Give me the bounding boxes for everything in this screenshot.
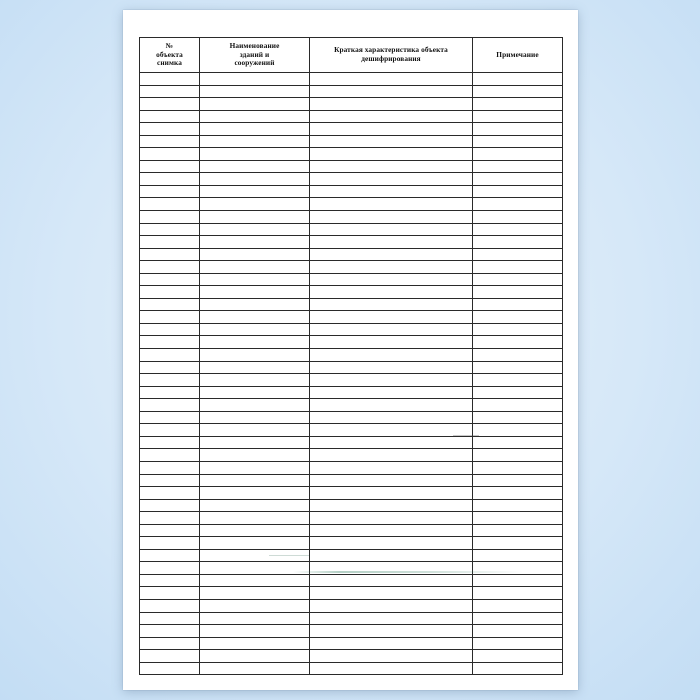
table-cell[interactable] bbox=[310, 85, 473, 98]
table-cell[interactable] bbox=[140, 286, 200, 299]
table-cell[interactable] bbox=[140, 562, 200, 575]
table-cell[interactable] bbox=[140, 173, 200, 186]
paper-sheet bbox=[123, 10, 578, 690]
table-row bbox=[140, 461, 563, 474]
table-header-row bbox=[140, 38, 563, 73]
table-cell[interactable] bbox=[473, 311, 563, 324]
table-cell[interactable] bbox=[200, 349, 310, 362]
table-cell[interactable] bbox=[200, 198, 310, 211]
table-cell[interactable] bbox=[310, 361, 473, 374]
table-cell[interactable] bbox=[473, 273, 563, 286]
table-row bbox=[140, 98, 563, 111]
table-cell[interactable] bbox=[140, 261, 200, 274]
table-cell[interactable] bbox=[200, 487, 310, 500]
table-cell[interactable] bbox=[140, 599, 200, 612]
table-cell[interactable] bbox=[200, 211, 310, 224]
table-cell[interactable] bbox=[310, 248, 473, 261]
table-cell[interactable] bbox=[140, 386, 200, 399]
table-cell[interactable] bbox=[310, 662, 473, 675]
table-cell[interactable] bbox=[473, 612, 563, 625]
table-cell[interactable] bbox=[473, 461, 563, 474]
table-cell[interactable] bbox=[200, 273, 310, 286]
table-cell[interactable] bbox=[140, 424, 200, 437]
table-cell[interactable] bbox=[200, 612, 310, 625]
table-cell[interactable] bbox=[473, 223, 563, 236]
table-row bbox=[140, 85, 563, 98]
table-cell[interactable] bbox=[200, 135, 310, 148]
table-row bbox=[140, 123, 563, 136]
table-cell[interactable] bbox=[310, 123, 473, 136]
table-cell[interactable] bbox=[310, 311, 473, 324]
table-cell[interactable] bbox=[200, 399, 310, 412]
table-cell[interactable] bbox=[140, 662, 200, 675]
table-cell[interactable] bbox=[473, 411, 563, 424]
table-cell[interactable] bbox=[310, 474, 473, 487]
table-cell[interactable] bbox=[140, 574, 200, 587]
table-row bbox=[140, 449, 563, 462]
table-cell[interactable] bbox=[200, 537, 310, 550]
table-cell[interactable] bbox=[473, 449, 563, 462]
table-cell[interactable] bbox=[200, 361, 310, 374]
table-row bbox=[140, 185, 563, 198]
table-cell[interactable] bbox=[473, 512, 563, 525]
table-cell[interactable] bbox=[200, 73, 310, 86]
table-cell[interactable] bbox=[140, 311, 200, 324]
column-header-note bbox=[473, 38, 563, 73]
table-cell[interactable] bbox=[473, 248, 563, 261]
table-cell[interactable] bbox=[200, 98, 310, 111]
table-cell[interactable] bbox=[473, 198, 563, 211]
table-cell[interactable] bbox=[140, 336, 200, 349]
table-row bbox=[140, 524, 563, 537]
table-row bbox=[140, 399, 563, 412]
table-cell[interactable] bbox=[200, 637, 310, 650]
table-row bbox=[140, 549, 563, 562]
table-cell[interactable] bbox=[140, 487, 200, 500]
table-cell[interactable] bbox=[140, 650, 200, 663]
table-cell[interactable] bbox=[200, 512, 310, 525]
table-cell[interactable] bbox=[140, 512, 200, 525]
table-row bbox=[140, 436, 563, 449]
table-cell[interactable] bbox=[140, 323, 200, 336]
table-cell[interactable] bbox=[310, 524, 473, 537]
table-cell[interactable] bbox=[140, 73, 200, 86]
column-header-name-line-1: Наименование bbox=[229, 40, 280, 50]
table-cell[interactable] bbox=[310, 198, 473, 211]
table-cell[interactable] bbox=[200, 148, 310, 161]
table-row bbox=[140, 110, 563, 123]
table-cell[interactable] bbox=[200, 524, 310, 537]
table-cell[interactable] bbox=[200, 599, 310, 612]
table-cell[interactable] bbox=[473, 436, 563, 449]
table-cell[interactable] bbox=[310, 211, 473, 224]
table-cell[interactable] bbox=[200, 662, 310, 675]
table-cell[interactable] bbox=[473, 474, 563, 487]
table-cell[interactable] bbox=[140, 374, 200, 387]
table-cell[interactable] bbox=[473, 236, 563, 249]
table-row bbox=[140, 273, 563, 286]
table-row bbox=[140, 173, 563, 186]
table-cell[interactable] bbox=[310, 612, 473, 625]
table-cell[interactable] bbox=[473, 662, 563, 675]
table-cell[interactable] bbox=[473, 625, 563, 638]
table-cell[interactable] bbox=[473, 298, 563, 311]
table-row bbox=[140, 562, 563, 575]
table-cell[interactable] bbox=[140, 474, 200, 487]
table-row bbox=[140, 487, 563, 500]
table-row bbox=[140, 587, 563, 600]
table-row bbox=[140, 411, 563, 424]
table-cell[interactable] bbox=[473, 160, 563, 173]
table-cell[interactable] bbox=[200, 110, 310, 123]
table-cell[interactable] bbox=[473, 537, 563, 550]
table-cell[interactable] bbox=[473, 73, 563, 86]
table-cell[interactable] bbox=[140, 361, 200, 374]
table-cell[interactable] bbox=[310, 73, 473, 86]
table-cell[interactable] bbox=[473, 110, 563, 123]
table-cell[interactable] bbox=[473, 211, 563, 224]
table-cell[interactable] bbox=[200, 236, 310, 249]
table-cell[interactable] bbox=[200, 261, 310, 274]
table-cell[interactable] bbox=[473, 173, 563, 186]
table-cell[interactable] bbox=[200, 411, 310, 424]
table-row bbox=[140, 612, 563, 625]
table-cell[interactable] bbox=[310, 487, 473, 500]
decoding-objects-table bbox=[139, 37, 563, 675]
table-cell[interactable] bbox=[200, 298, 310, 311]
table-cell[interactable] bbox=[140, 399, 200, 412]
table-cell[interactable] bbox=[140, 198, 200, 211]
table-cell[interactable] bbox=[140, 411, 200, 424]
table-cell[interactable] bbox=[310, 323, 473, 336]
table-cell[interactable] bbox=[200, 461, 310, 474]
table-cell[interactable] bbox=[200, 286, 310, 299]
column-header-number-line-1: № bbox=[165, 40, 174, 50]
table-cell[interactable] bbox=[140, 211, 200, 224]
column-header-number-line-2: объекта bbox=[156, 49, 183, 59]
table-cell[interactable] bbox=[310, 374, 473, 387]
table-cell[interactable] bbox=[473, 574, 563, 587]
table-cell[interactable] bbox=[310, 160, 473, 173]
table-cell[interactable] bbox=[140, 248, 200, 261]
table-cell[interactable] bbox=[140, 524, 200, 537]
table-cell[interactable] bbox=[473, 499, 563, 512]
table-row bbox=[140, 637, 563, 650]
table-cell[interactable] bbox=[473, 524, 563, 537]
table-cell[interactable] bbox=[310, 110, 473, 123]
table-cell[interactable] bbox=[310, 261, 473, 274]
table-cell[interactable] bbox=[310, 135, 473, 148]
table-row bbox=[140, 374, 563, 387]
table-cell[interactable] bbox=[473, 323, 563, 336]
table-cell[interactable] bbox=[140, 148, 200, 161]
table-cell[interactable] bbox=[200, 323, 310, 336]
table-row bbox=[140, 311, 563, 324]
table-cell[interactable] bbox=[473, 386, 563, 399]
table-cell[interactable] bbox=[473, 286, 563, 299]
table-cell[interactable] bbox=[200, 85, 310, 98]
table-cell[interactable] bbox=[473, 562, 563, 575]
table-cell[interactable] bbox=[310, 461, 473, 474]
table-cell[interactable] bbox=[310, 349, 473, 362]
table-cell[interactable] bbox=[310, 185, 473, 198]
table-cell[interactable] bbox=[200, 311, 310, 324]
table-cell[interactable] bbox=[200, 248, 310, 261]
table-cell[interactable] bbox=[310, 173, 473, 186]
column-header-characteristic-line-1: Краткая характеристика объекта bbox=[334, 45, 448, 55]
table-cell[interactable] bbox=[140, 123, 200, 136]
table-cell[interactable] bbox=[140, 349, 200, 362]
table-row bbox=[140, 248, 563, 261]
table-cell[interactable] bbox=[310, 424, 473, 437]
table-row bbox=[140, 386, 563, 399]
table-cell[interactable] bbox=[200, 223, 310, 236]
table-cell[interactable] bbox=[200, 123, 310, 136]
table-cell[interactable] bbox=[310, 298, 473, 311]
table-cell[interactable] bbox=[310, 512, 473, 525]
table-cell[interactable] bbox=[140, 160, 200, 173]
table-cell[interactable] bbox=[473, 361, 563, 374]
table-cell[interactable] bbox=[140, 625, 200, 638]
table-cell[interactable] bbox=[310, 98, 473, 111]
table-cell[interactable] bbox=[140, 449, 200, 462]
table-cell[interactable] bbox=[473, 399, 563, 412]
column-header-note-line-1: Примечание bbox=[496, 49, 539, 59]
table-cell[interactable] bbox=[473, 185, 563, 198]
column-header-number-line-3: снимка bbox=[157, 58, 182, 68]
table-cell[interactable] bbox=[140, 298, 200, 311]
table-row bbox=[140, 223, 563, 236]
table-cell[interactable] bbox=[473, 374, 563, 387]
table-cell[interactable] bbox=[140, 537, 200, 550]
table-cell[interactable] bbox=[310, 562, 473, 575]
table-row bbox=[140, 336, 563, 349]
table-cell[interactable] bbox=[140, 236, 200, 249]
table-cell[interactable] bbox=[310, 273, 473, 286]
table-cell[interactable] bbox=[473, 148, 563, 161]
table-cell[interactable] bbox=[140, 223, 200, 236]
table-cell[interactable] bbox=[200, 625, 310, 638]
table-cell[interactable] bbox=[200, 549, 310, 562]
table-cell[interactable] bbox=[200, 650, 310, 663]
table-row bbox=[140, 323, 563, 336]
table-cell[interactable] bbox=[140, 436, 200, 449]
table-cell[interactable] bbox=[473, 135, 563, 148]
table-row bbox=[140, 135, 563, 148]
table-cell[interactable] bbox=[140, 85, 200, 98]
table-row bbox=[140, 662, 563, 675]
table-cell[interactable] bbox=[200, 424, 310, 437]
table-body bbox=[140, 73, 563, 675]
table-row bbox=[140, 599, 563, 612]
table-cell[interactable] bbox=[473, 599, 563, 612]
table-cell[interactable] bbox=[200, 386, 310, 399]
table-row bbox=[140, 148, 563, 161]
table-cell[interactable] bbox=[310, 336, 473, 349]
table-cell[interactable] bbox=[310, 286, 473, 299]
table-cell[interactable] bbox=[200, 336, 310, 349]
table-cell[interactable] bbox=[310, 499, 473, 512]
table-row bbox=[140, 298, 563, 311]
table-cell[interactable] bbox=[140, 135, 200, 148]
column-header-name-line-3: сооружений bbox=[234, 58, 275, 68]
table-row bbox=[140, 625, 563, 638]
table-cell[interactable] bbox=[140, 98, 200, 111]
form-table-container bbox=[139, 37, 562, 675]
table-cell[interactable] bbox=[310, 148, 473, 161]
table-row bbox=[140, 424, 563, 437]
column-header-number bbox=[140, 38, 200, 73]
column-header-characteristic bbox=[310, 38, 473, 73]
table-cell[interactable] bbox=[473, 650, 563, 663]
table-cell[interactable] bbox=[473, 349, 563, 362]
column-header-name bbox=[200, 38, 310, 73]
table-cell[interactable] bbox=[140, 110, 200, 123]
table-row bbox=[140, 211, 563, 224]
table-cell[interactable] bbox=[310, 386, 473, 399]
table-row bbox=[140, 349, 563, 362]
table-row bbox=[140, 499, 563, 512]
table-cell[interactable] bbox=[310, 436, 473, 449]
table-cell[interactable] bbox=[473, 424, 563, 437]
table-row bbox=[140, 650, 563, 663]
column-header-name-line-2: зданий и bbox=[239, 49, 270, 59]
table-cell[interactable] bbox=[310, 537, 473, 550]
table-row bbox=[140, 574, 563, 587]
table-cell[interactable] bbox=[140, 587, 200, 600]
table-cell[interactable] bbox=[200, 499, 310, 512]
table-cell[interactable] bbox=[200, 436, 310, 449]
table-cell[interactable] bbox=[310, 223, 473, 236]
table-cell[interactable] bbox=[200, 374, 310, 387]
table-cell[interactable] bbox=[473, 587, 563, 600]
table-cell[interactable] bbox=[200, 574, 310, 587]
table-cell[interactable] bbox=[473, 637, 563, 650]
table-row bbox=[140, 286, 563, 299]
table-cell[interactable] bbox=[200, 185, 310, 198]
table-cell[interactable] bbox=[200, 587, 310, 600]
table-cell[interactable] bbox=[310, 574, 473, 587]
table-cell[interactable] bbox=[310, 449, 473, 462]
table-cell[interactable] bbox=[473, 261, 563, 274]
table-cell[interactable] bbox=[310, 637, 473, 650]
table-cell[interactable] bbox=[200, 449, 310, 462]
table-cell[interactable] bbox=[140, 273, 200, 286]
table-cell[interactable] bbox=[140, 612, 200, 625]
table-cell[interactable] bbox=[310, 587, 473, 600]
table-row bbox=[140, 474, 563, 487]
table-row bbox=[140, 73, 563, 86]
column-header-characteristic-line-2: дешифрирования bbox=[361, 54, 421, 63]
table-row bbox=[140, 236, 563, 249]
table-cell[interactable] bbox=[310, 399, 473, 412]
table-row bbox=[140, 512, 563, 525]
table-cell[interactable] bbox=[140, 637, 200, 650]
table-cell[interactable] bbox=[473, 549, 563, 562]
table-cell[interactable] bbox=[310, 599, 473, 612]
table-cell[interactable] bbox=[473, 85, 563, 98]
table-cell[interactable] bbox=[310, 236, 473, 249]
table-cell[interactable] bbox=[140, 499, 200, 512]
table-cell[interactable] bbox=[310, 650, 473, 663]
table-cell[interactable] bbox=[310, 549, 473, 562]
table-cell[interactable] bbox=[473, 123, 563, 136]
table-row bbox=[140, 537, 563, 550]
table-cell[interactable] bbox=[310, 411, 473, 424]
table-row bbox=[140, 261, 563, 274]
table-header bbox=[140, 38, 563, 73]
table-cell[interactable] bbox=[200, 474, 310, 487]
table-cell[interactable] bbox=[200, 160, 310, 173]
table-cell[interactable] bbox=[473, 336, 563, 349]
table-cell[interactable] bbox=[140, 185, 200, 198]
table-cell[interactable] bbox=[310, 625, 473, 638]
table-cell[interactable] bbox=[200, 562, 310, 575]
table-row bbox=[140, 160, 563, 173]
table-cell[interactable] bbox=[473, 487, 563, 500]
table-row bbox=[140, 361, 563, 374]
table-cell[interactable] bbox=[473, 98, 563, 111]
table-row bbox=[140, 198, 563, 211]
table-cell[interactable] bbox=[140, 549, 200, 562]
table-cell[interactable] bbox=[200, 173, 310, 186]
table-cell[interactable] bbox=[140, 461, 200, 474]
